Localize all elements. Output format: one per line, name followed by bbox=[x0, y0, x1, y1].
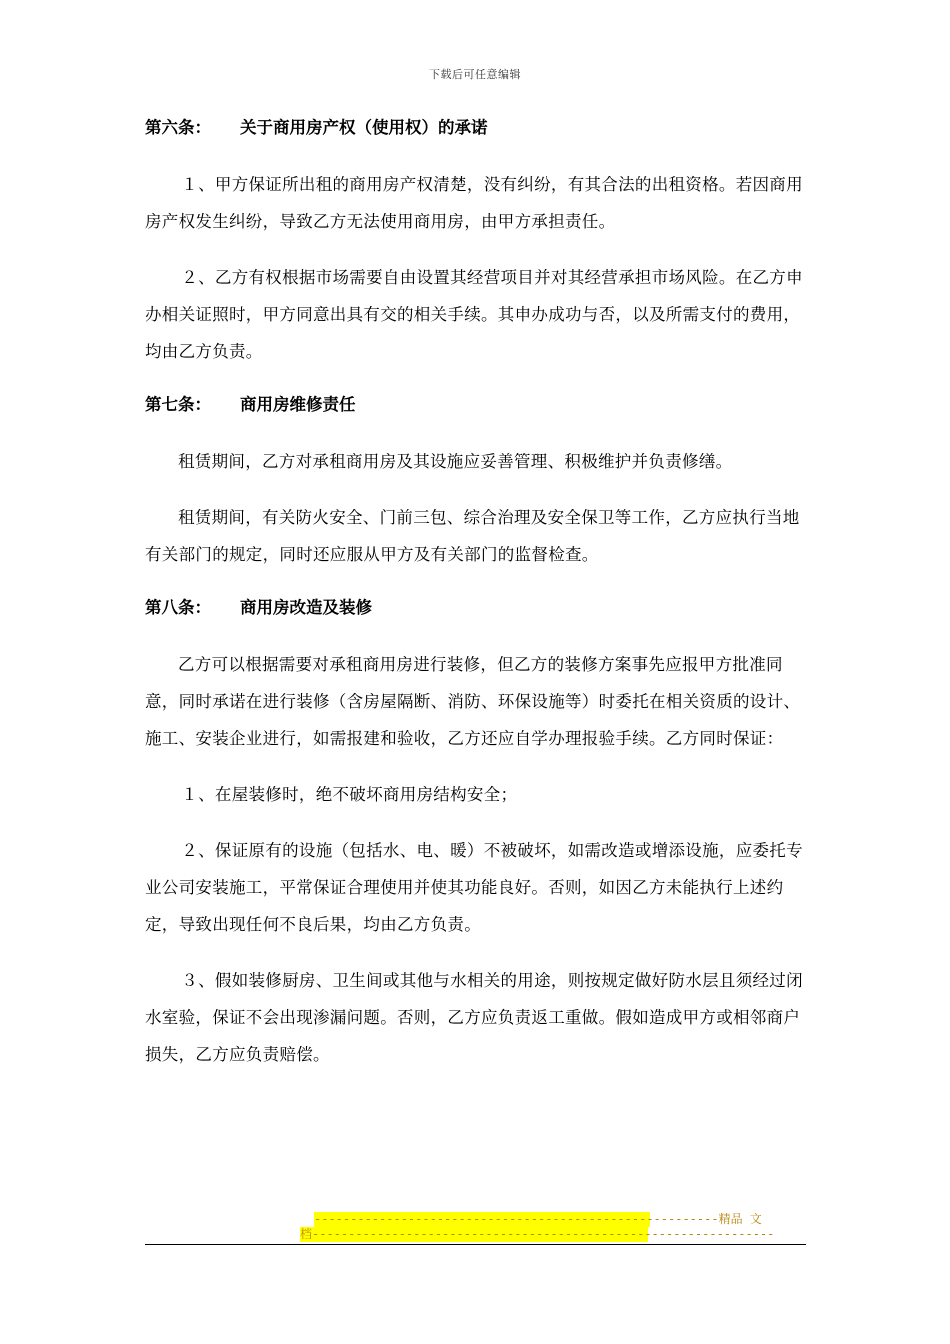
footer-watermark-line-1: --------------------------------------------------------精品 文 bbox=[314, 1212, 762, 1226]
section-6-clause-2: ２、乙方有权根据市场需要自由设置其经营项目并对其经营承担市场风险。在乙方申办相关证照时，甲方同意出具有交的相关手续。其申办成功与否，以及所需支付的费用，均由乙方负责。 bbox=[145, 268, 803, 361]
section-8-clause-2: ２、保证原有的设施（包括水、电、暖）不被破坏，如需改造或增添设施，应委托专业公司安装施工，平常保证合理使用并使其功能良好。否则，如因乙方未能执行上述约定，导致出现任何不良后果，均由乙方负责。 bbox=[145, 841, 803, 934]
footer-watermark-band bbox=[300, 1212, 775, 1242]
section-6-heading bbox=[145, 112, 810, 144]
page-header-note: 下载后可任意编辑 bbox=[429, 68, 521, 81]
section-7-number: 第七条： bbox=[145, 395, 211, 414]
section-8-title: 商用房改造及装修 bbox=[240, 598, 372, 617]
section-6-clause-1: １、甲方保证所出租的商用房产权清楚，没有纠纷，有其合法的出租资格。若因商用房产权发生纠纷，导致乙方无法使用商用房，由甲方承担责任。 bbox=[145, 175, 803, 231]
section-8-paragraph-intro: 乙方可以根据需要对承租商用房进行装修，但乙方的装修方案事先应报甲方批准同意，同时承诺在进行装修（含房屋隔断、消防、环保设施等）时委托在相关资质的设计、施工、安装企业进行，如需报建和验收，乙方还应自学办理报验手续。乙方同时保证： bbox=[145, 655, 801, 748]
document-body bbox=[145, 112, 810, 1092]
section-7-heading bbox=[145, 389, 810, 421]
footer-watermark-line-2: 档---------------------------------------------------------------- bbox=[300, 1227, 775, 1241]
section-7-paragraph-2: 租赁期间，有关防火安全、门前三包、综合治理及安全保卫等工作，乙方应执行当地有关部门的规定，同时还应服从甲方及有关部门的监督检查。 bbox=[145, 508, 800, 564]
section-6-title: 关于商用房产权（使用权）的承诺 bbox=[240, 118, 488, 137]
section-6-number: 第六条： bbox=[145, 118, 211, 137]
section-7-paragraph-1: 租赁期间，乙方对承租商用房及其设施应妥善管理、积极维护并负责修缮。 bbox=[178, 452, 733, 471]
section-8-clause-3: ３、假如装修厨房、卫生间或其他与水相关的用途，则按规定做好防水层且须经过闭水室验，保证不会出现渗漏问题。否则，乙方应负责返工重做。假如造成甲方或相邻商户损失，乙方应负责赔偿。 bbox=[145, 971, 803, 1064]
section-8-heading bbox=[145, 592, 810, 624]
footer-divider bbox=[145, 1244, 806, 1245]
section-7-title: 商用房维修责任 bbox=[240, 395, 356, 414]
section-8-clause-1: １、在屋装修时，绝不破坏商用房结构安全； bbox=[181, 785, 518, 804]
section-8-number: 第八条： bbox=[145, 598, 211, 617]
